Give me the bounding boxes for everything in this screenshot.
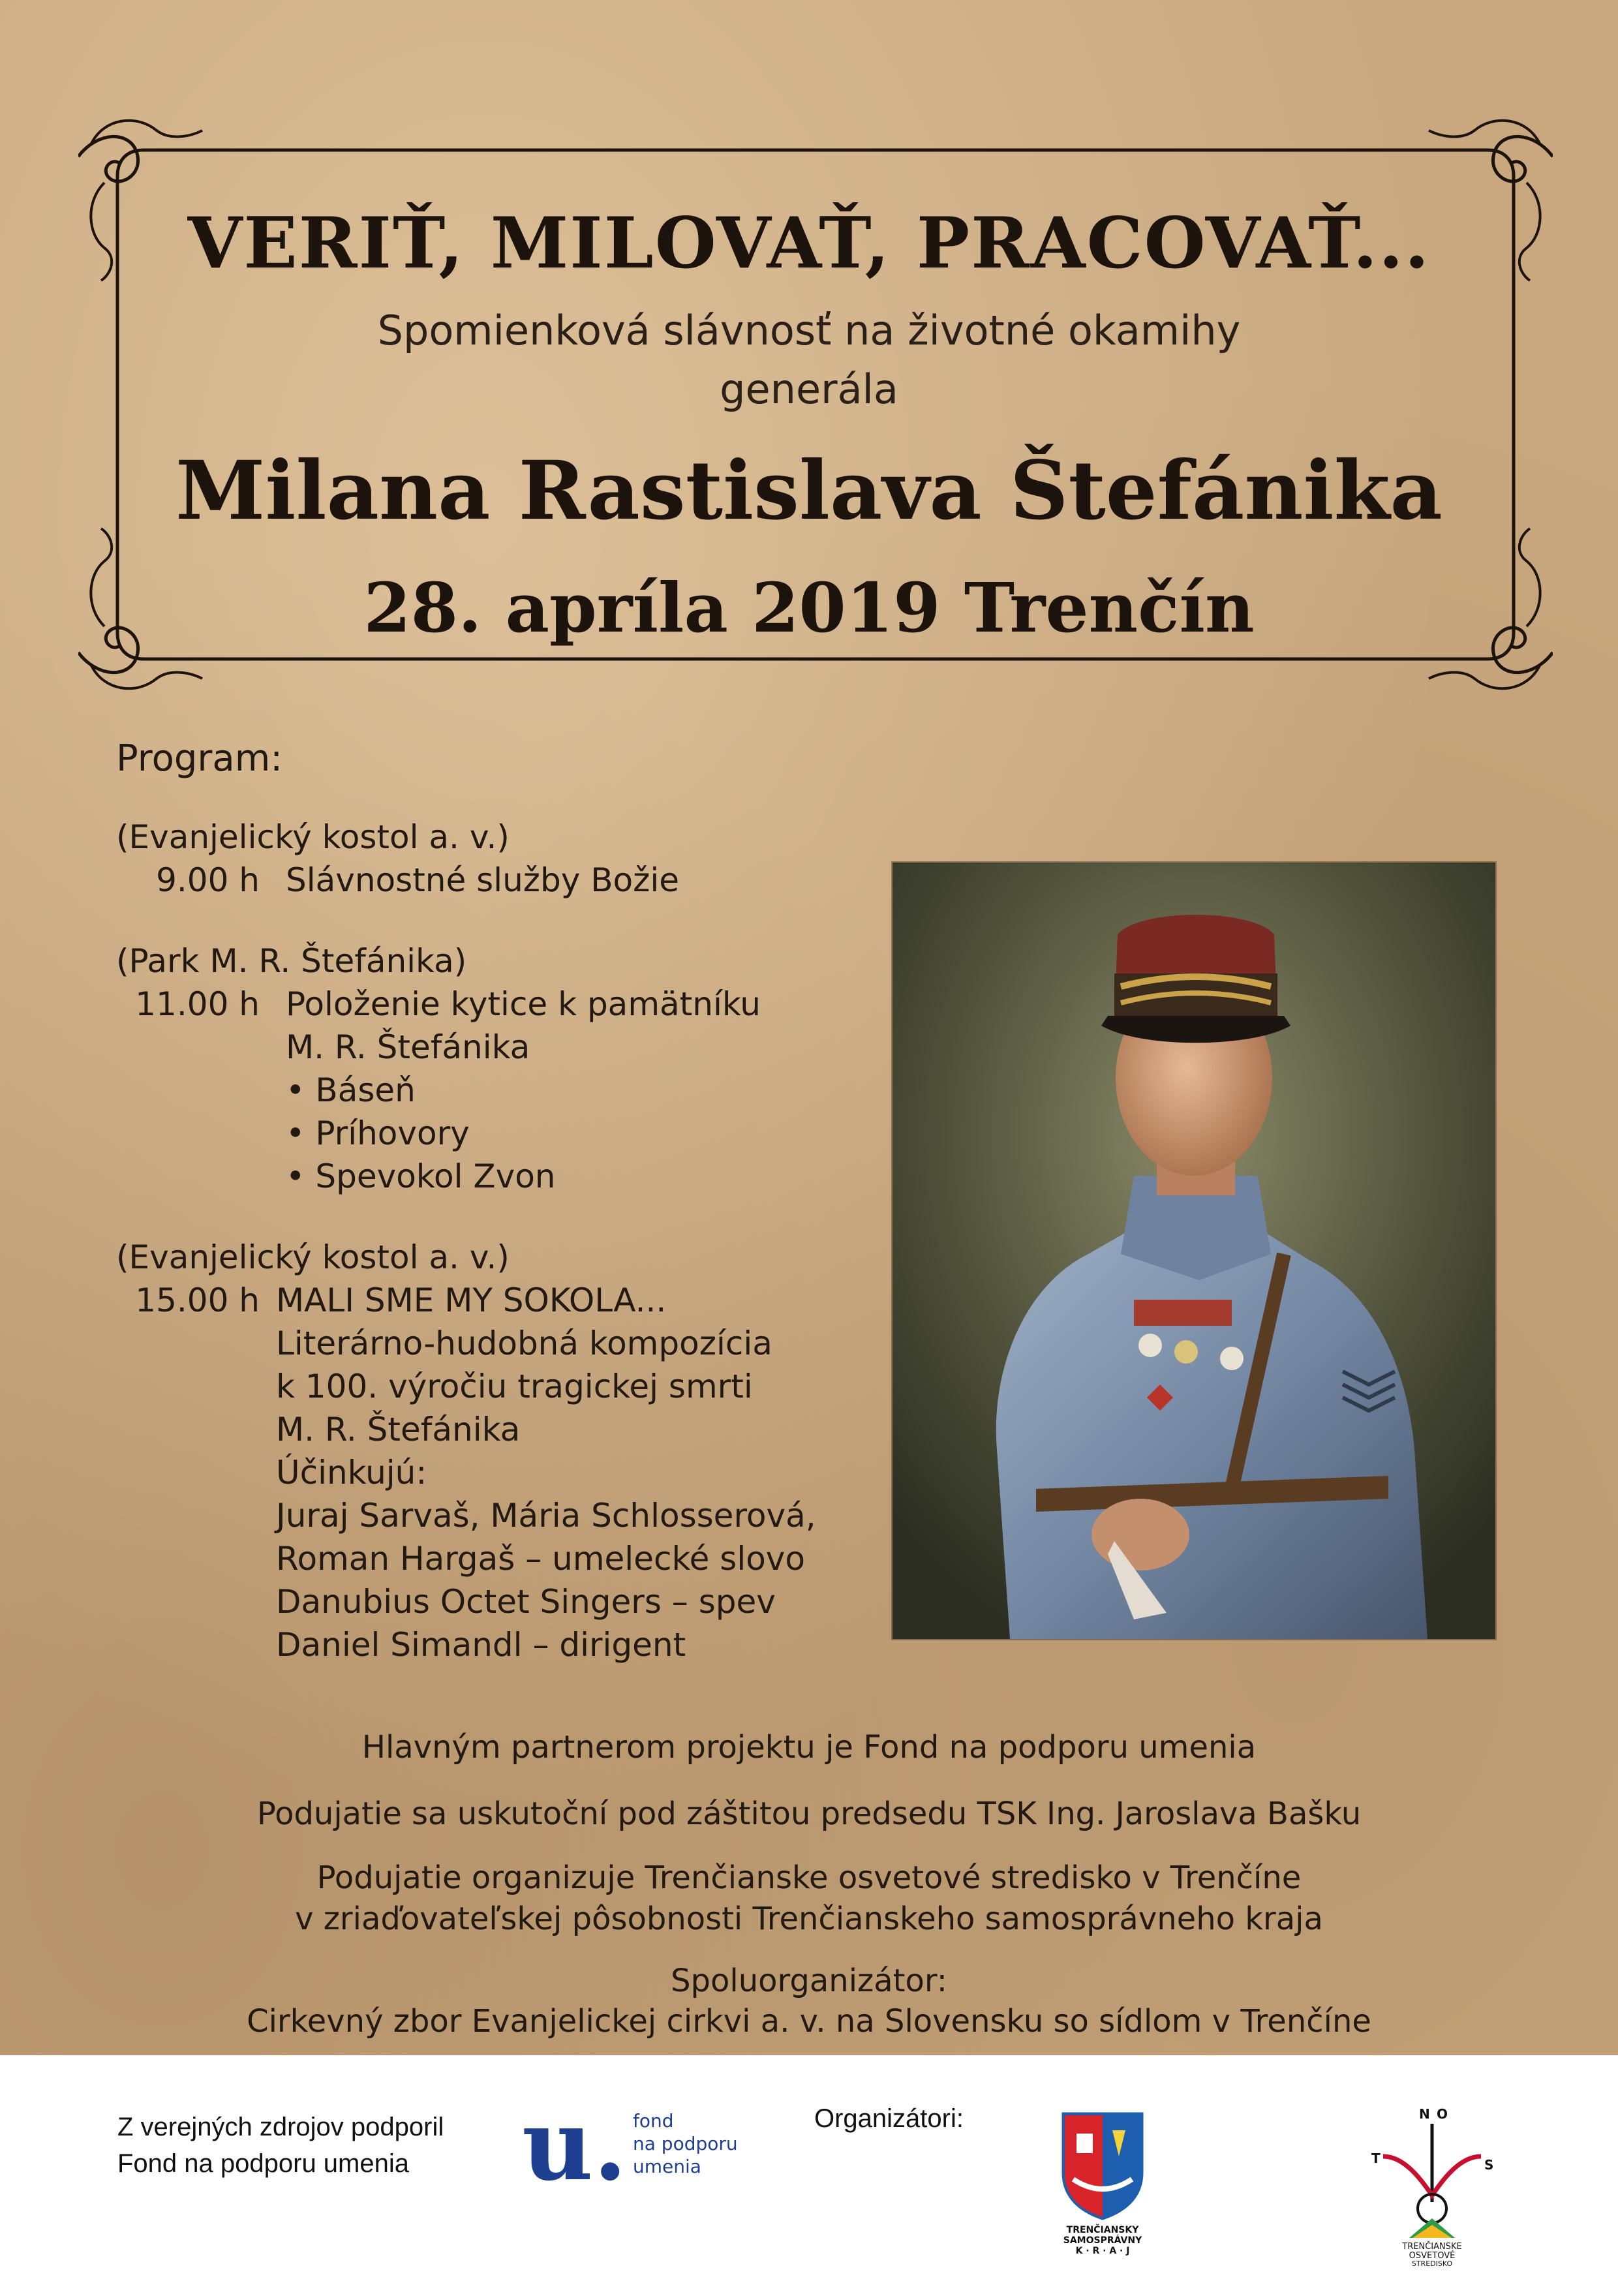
program-row bbox=[116, 1279, 899, 1322]
coorganizer-value: Cirkevný zbor Evanjelickej cirkvi a. v. na Slovensku so sídlom v Trenčíne bbox=[247, 2003, 1371, 2040]
tos-logo-line-2: OSVETOVÉ bbox=[1409, 2251, 1456, 2261]
program-item: MALI SME MY SOKOLA... bbox=[276, 1281, 667, 1319]
program-item: k 100. výročiu tragickej smrti bbox=[276, 1368, 753, 1405]
program-section bbox=[116, 737, 899, 1704]
tsk-logo-line-3: K · R · A · J bbox=[1075, 2246, 1130, 2256]
organizer-text-line-1: Podujatie organizuje Trenčianske osvetové stredisko v Trenčíne bbox=[316, 1860, 1302, 1896]
fpu-logo-mark: u. bbox=[522, 2104, 628, 2196]
coorganizer-label: Spoluorganizátor: bbox=[671, 1963, 947, 1999]
program-block bbox=[116, 940, 899, 1198]
program-row bbox=[116, 983, 899, 1026]
tos-logo bbox=[1357, 2104, 1507, 2267]
program-heading: Program: bbox=[116, 737, 283, 780]
patronage-text: Podujatie sa uskutoční pod záštitou predsedu TSK Ing. Jaroslava Bašku bbox=[256, 1796, 1362, 1832]
program-item: Juraj Sarvaš, Mária Schlosserová, bbox=[276, 1497, 816, 1535]
program-row bbox=[116, 859, 899, 902]
program-item: M. R. Štefánika bbox=[286, 1028, 530, 1066]
fpu-logo-line-2: na podporu bbox=[633, 2133, 738, 2154]
support-line-1: Z verejných zdrojov podporil bbox=[117, 2113, 444, 2141]
tos-logo-line-3: STREDISKO bbox=[1411, 2259, 1453, 2267]
program-place: (Park M. R. Štefánika) bbox=[116, 942, 467, 980]
tos-logo-line-1: TRENČIANSKE bbox=[1402, 2242, 1462, 2252]
portrait-painting bbox=[893, 863, 1495, 1639]
subtitle-line-2: generála bbox=[720, 365, 898, 413]
poster-title: VERIŤ, MILOVAŤ, PRACOVAŤ... bbox=[187, 202, 1431, 284]
program-place: (Evanjelický kostol a. v.) bbox=[116, 1238, 510, 1276]
program-item: • Príhovory bbox=[286, 1114, 470, 1152]
program-place: (Evanjelický kostol a. v.) bbox=[116, 818, 510, 856]
event-date-place: 28. apríla 2019 Trenčín bbox=[363, 568, 1255, 648]
program-item: Položenie kytice k pamätníku bbox=[286, 985, 761, 1023]
tos-letter-t: T bbox=[1371, 2151, 1381, 2166]
tsk-coat-of-arms-logo bbox=[1057, 2107, 1148, 2258]
program-time: 9.00 h bbox=[156, 861, 260, 899]
tos-letter-s: S bbox=[1484, 2157, 1494, 2173]
fpu-logo bbox=[522, 2104, 802, 2196]
program-time: 15.00 h bbox=[135, 1281, 260, 1319]
subtitle-line-1: Spomienková slávnosť na životné okamihy bbox=[377, 307, 1241, 354]
honoree-name: Milana Rastislava Štefánika bbox=[176, 444, 1442, 538]
public-funding-notice bbox=[117, 2109, 444, 2182]
program-item: Roman Hargaš – umelecké slovo bbox=[276, 1540, 805, 1578]
tos-letter-o: O bbox=[1437, 2106, 1448, 2122]
program-item: Účinkujú: bbox=[276, 1454, 427, 1492]
tsk-logo-line-1: TRENČIANSKY bbox=[1066, 2225, 1139, 2235]
organizer-text-line-2: v zriaďovateľskej pôsobnosti Trenčianskeho samosprávneho kraja bbox=[295, 1901, 1323, 1937]
program-block bbox=[116, 1236, 899, 1666]
partner-text: Hlavným partnerom projektu je Fond na podporu umenia bbox=[361, 1729, 1257, 1766]
program-item: M. R. Štefánika bbox=[276, 1411, 521, 1448]
program-item: Literárno-hudobná kompozícia bbox=[276, 1324, 772, 1362]
program-block bbox=[116, 816, 899, 902]
program-item: Daniel Simandl – dirigent bbox=[276, 1626, 686, 1664]
program-item: Danubius Octet Singers – spev bbox=[276, 1583, 776, 1621]
fpu-logo-line-3: umenia bbox=[633, 2156, 701, 2177]
fpu-logo-line-1: fond bbox=[633, 2110, 674, 2132]
program-item: Slávnostné služby Božie bbox=[286, 861, 680, 899]
program-item: • Spevokol Zvon bbox=[286, 1157, 556, 1195]
program-item: • Báseň bbox=[286, 1071, 416, 1109]
program-time: 11.00 h bbox=[135, 985, 260, 1023]
support-line-2: Fond na podporu umenia bbox=[117, 2149, 409, 2178]
tsk-logo-line-2: SAMOSPRÁVNY bbox=[1063, 2235, 1142, 2246]
organizers-label: Organizátori: bbox=[814, 2104, 964, 2133]
tos-letter-n: N bbox=[1419, 2106, 1430, 2122]
